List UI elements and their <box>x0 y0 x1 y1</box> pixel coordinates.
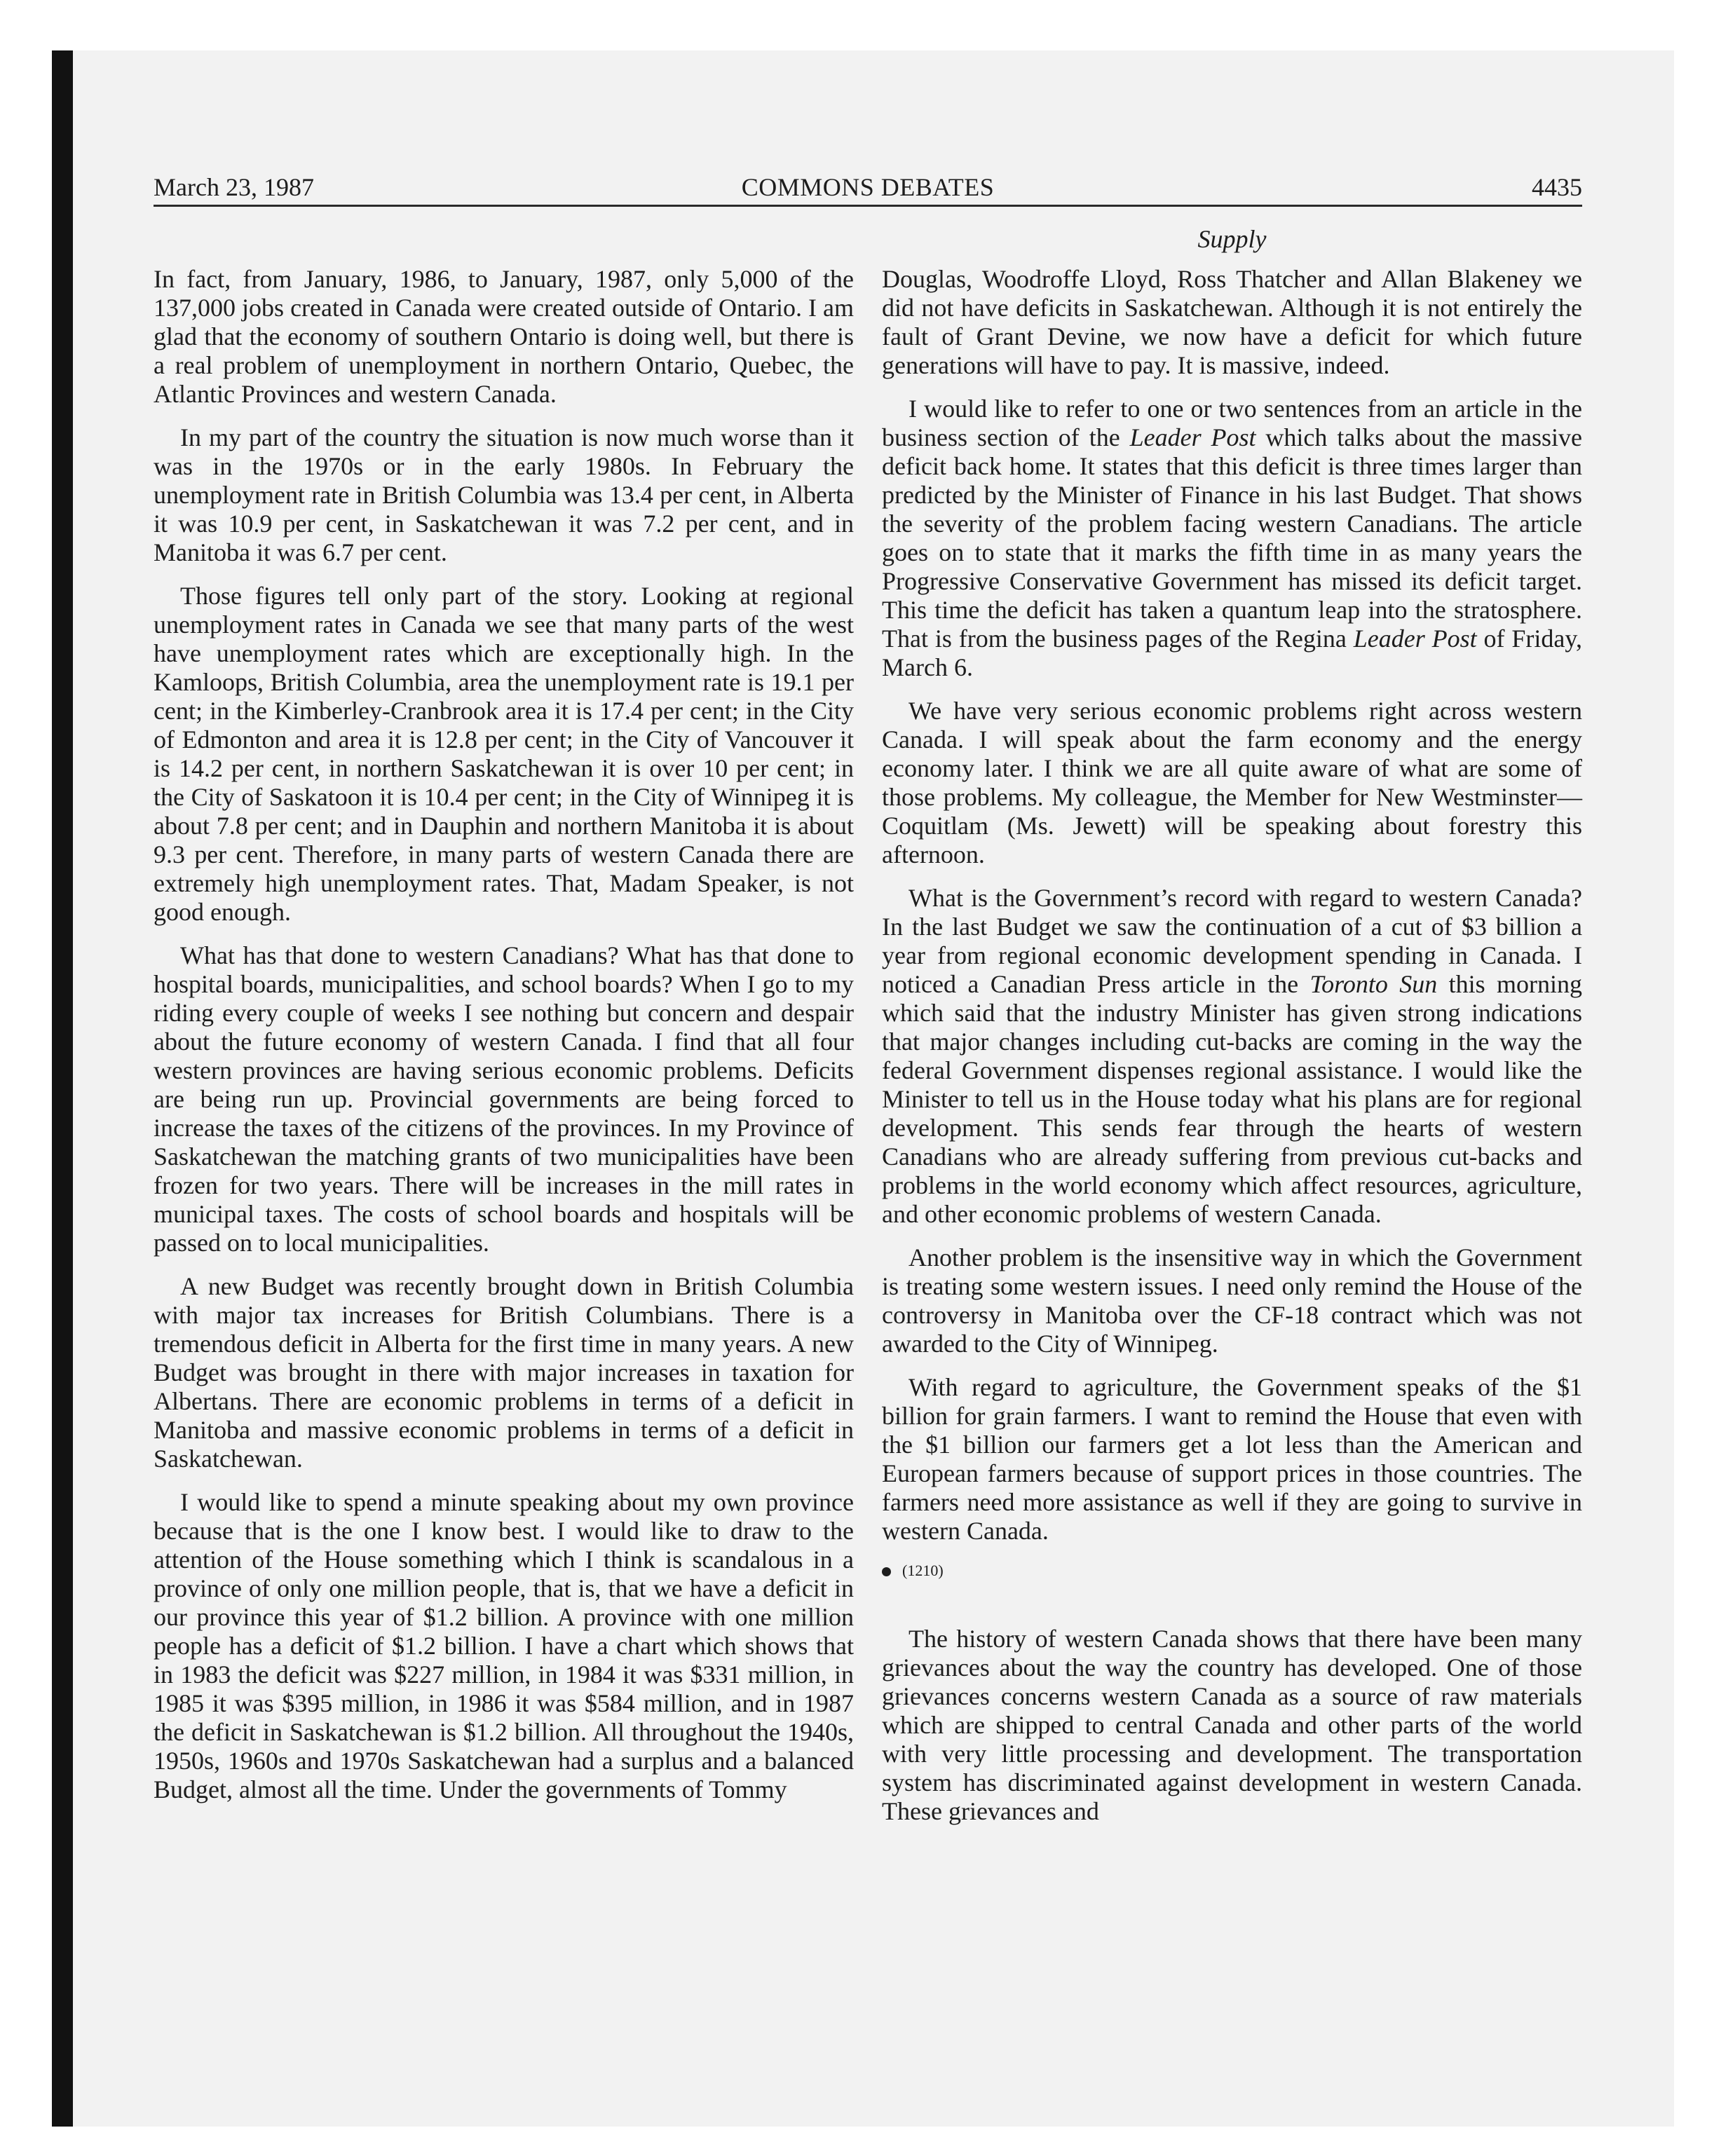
paragraph: In my part of the country the situation is now much worse than it was in the 1970s or in the early 1980s. In February the unemployment rate in British Columbia was 13.4 per cent, in Alberta it was 10.9 per cent, in Saskatchewan it was 7.2 per cent, and in Manitoba it was 6.7 per cent. <box>154 423 854 566</box>
text-run: this morning which said that the industry Minister has given strong indications that major changes including cut-backs are coming in the way the federal Government dispenses regional assistance. I would like the Minister to tell us in the House today what his plans are for regional development. This sends fear through the hearts of western Canadians who are already suffering from previous cut-backs and problems in the world economy which affect resources, agriculture, and other economic problems of western Canada. <box>882 970 1582 1228</box>
text-run: of Friday, March 6. <box>882 625 1582 681</box>
paragraph: The history of western Canada shows that there have been many grievances about the way the country has developed. One of those grievances concerns western Canada as a source of raw materials which are shipped to central Canada and other parts of the world with very little processing and development. The transportation system has discriminated against development in western Canada. These grievances and <box>882 1625 1582 1825</box>
binding-edge <box>52 50 73 2127</box>
paragraph: Douglas, Woodroffe Lloyd, Ross Thatcher and Allan Blakeney we did not have deficits in Saskatchewan. Although it is not entirely the fault of Grant Devine, we now have a deficit for which future generations will have to pay. It is massive, indeed. <box>882 265 1582 379</box>
text-run: I would like to refer to one or two sentences from an article in the business section of the <box>882 395 1582 451</box>
left-column <box>154 265 854 1819</box>
paragraph: What has that done to western Canadians? What has that done to hospital boards, municipalities, and school boards? When I go to my riding every couple of weeks I see nothing but concern and despair about the future economy of western Canada. I find that all four western provinces are having serious economic problems. Deficits are being run up. Provincial governments are being forced to increase the taxes of the citizens of the provinces. In my Province of Saskatchewan the matching grants of two municipalities have been frozen for two years. There will be increases in the mill rates in municipal taxes. The costs of school boards and hospitals will be passed on to local municipalities. <box>154 941 854 1257</box>
right-column <box>882 265 1582 1841</box>
time-marker <box>882 1560 1582 1581</box>
publication-title: Leader Post <box>1129 423 1256 451</box>
header-page-number: 4435 <box>1532 173 1582 201</box>
paragraph: Another problem is the insensitive way in which the Government is treating some western issues. I need only remind the House of the controversy in Manitoba over the CF-18 contract which was not awarded to the City of Winnipeg. <box>882 1243 1582 1358</box>
paragraph: I would like to spend a minute speaking about my own province because that is the one I know best. I would like to draw to the attention of the House something which I think is scandalous in a province of only one million people, that is, that we have a deficit in our province this year of $1.2 billion. A province with one million people has a deficit of $1.2 billion. I have a chart which shows that in 1983 the deficit was $227 million, in 1984 it was $331 million, in 1985 it was $395 million, in 1986 it was $584 million, and in 1987 the deficit in Saskatchewan is $1.2 billion. All throughout the 1940s, 1950s, 1960s and 1970s Saskatchewan had a surplus and a balanced Budget, almost all the time. Under the governments of Tommy <box>154 1488 854 1803</box>
section-title: Supply <box>1197 225 1267 253</box>
paragraph: We have very serious economic problems right across western Canada. I will speak about the farm economy and the energy economy later. I think we are all quite aware of what are some of those problems. My colleague, the Member for New Westminster—Coquitlam (Ms. Jewett) will be speaking about forestry this afternoon. <box>882 697 1582 868</box>
paragraph: With regard to agriculture, the Government speaks of the $1 billion for grain farmers. I want to remind the House that even with the $1 billion our farmers get a lot less than the American and European farmers because of support prices in those countries. The farmers need more assistance as well if they are going to survive in western Canada. <box>882 1373 1582 1545</box>
text-run: What is the Government’s record with regard to western Canada? In the last Budget we saw the continuation of a cut of $3 billion a year from regional economic development spending in Canada. I noticed a Canadian Press article in the <box>882 884 1582 998</box>
bullet-icon <box>882 1567 891 1576</box>
header-date: March 23, 1987 <box>154 173 314 201</box>
header-rule <box>154 205 1582 207</box>
paragraph: A new Budget was recently brought down in British Columbia with major tax increases for British Columbians. There is a tremendous deficit in Alberta for the first time in many years. A new Budget was brought in there with major increases in taxation for Albertans. There are economic problems in terms of a deficit in Manitoba and massive economic problems in terms of a deficit in Saskatchewan. <box>154 1272 854 1473</box>
text-run: which talks about the massive deficit back home. It states that this deficit is three times larger than predicted by the Minister of Finance in his last Budget. That shows the severity of the problem facing western Canadians. The article goes on to state that it marks the fifth time in as many years the Progressive Conservative Government has missed its deficit target. This time the deficit has taken a quantum leap into the stratosphere. That is from the business pages of the Regina <box>882 423 1582 653</box>
running-header <box>154 171 1582 203</box>
time-marker-text: (1210) <box>902 1562 944 1579</box>
paragraph <box>882 395 1582 682</box>
publication-title: Leader Post <box>1353 625 1477 653</box>
publication-title: Toronto Sun <box>1309 970 1438 998</box>
paragraph: In fact, from January, 1986, to January, 1987, only 5,000 of the 137,000 jobs created in Canada were created outside of Ontario. I am glad that the economy of southern Ontario is doing well, but there is a real problem of unemployment in northern Ontario, Quebec, the Atlantic Provinces and western Canada. <box>154 265 854 408</box>
paragraph: Those figures tell only part of the story. Looking at regional unemployment rates in Canada we see that many parts of the west have unemployment rates which are exceptionally high. In the Kamloops, British Columbia, area the unemployment rate is 19.1 per cent; in the Kimberley-Cranbrook area it is 17.4 per cent; in the City of Edmonton and area it is 12.8 per cent; in the City of Vancouver it is 14.2 per cent, in northern Saskatchewan it is over 10 per cent; in the City of Saskatoon it is 10.4 per cent; in the City of Winnipeg it is about 7.8 per cent; and in Dauphin and northern Manitoba it is about 9.3 per cent. Therefore, in many parts of western Canada there are extremely high unemployment rates. That, Madam Speaker, is not good enough. <box>154 582 854 926</box>
paragraph <box>882 884 1582 1229</box>
header-journal-title: COMMONS DEBATES <box>741 173 995 201</box>
